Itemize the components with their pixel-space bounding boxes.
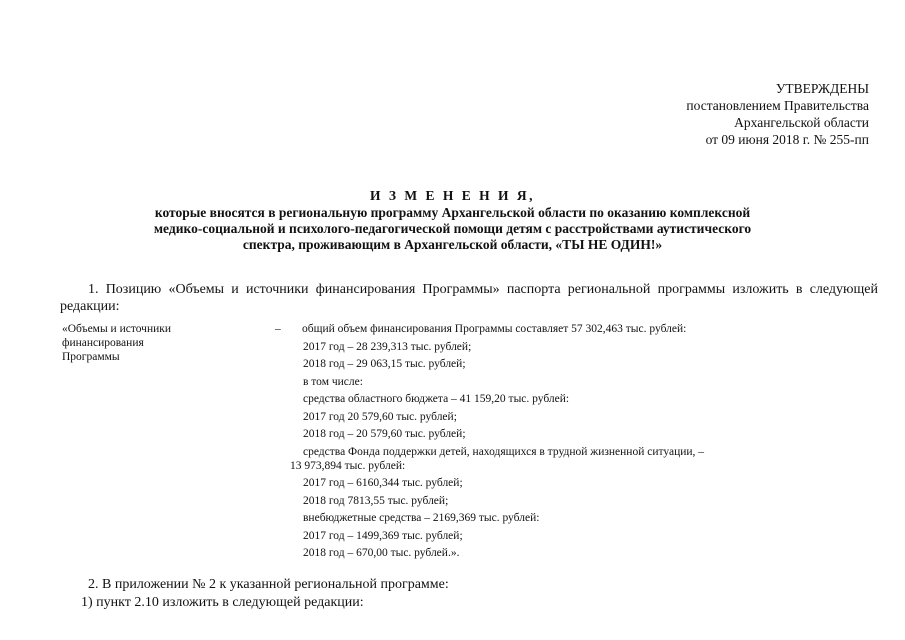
funding-line: 2017 год – 28 239,313 тыс. рублей; bbox=[303, 340, 472, 353]
funding-line: 2017 год 20 579,60 тыс. рублей; bbox=[303, 410, 457, 423]
funding-total-line: общий объем финансирования Программы составляет 57 302,463 тыс. рублей: bbox=[302, 323, 687, 335]
title-heading: И З М Е Н Е Н И Я, bbox=[369, 188, 535, 203]
funding-line: 2018 год 7813,55 тыс. рублей; bbox=[303, 494, 449, 507]
approval-heading: УТВЕРЖДЕНЫ bbox=[775, 81, 869, 96]
funding-line: средства областного бюджета – 41 159,20 тыс. рублей: bbox=[303, 393, 570, 405]
passport-label-line-1: «Объемы и источники bbox=[62, 323, 171, 335]
passport-label-line-2: финансирования bbox=[62, 337, 144, 349]
funding-line: внебюджетные средства – 2169,369 тыс. рублей: bbox=[303, 512, 540, 524]
funding-line: 2017 год – 1499,369 тыс. рублей; bbox=[303, 529, 463, 542]
funding-line: в том числе: bbox=[303, 375, 363, 388]
paragraph-2: 2. В приложении № 2 к указанной региональной программе: bbox=[88, 577, 449, 592]
document-title bbox=[60, 188, 845, 253]
funding-line: 13 973,894 тыс. рублей: bbox=[290, 459, 406, 472]
passport-funding-text bbox=[290, 322, 803, 564]
paragraph-1 bbox=[60, 281, 878, 315]
funding-line: 2018 год – 670,00 тыс. рублей.». bbox=[303, 547, 460, 559]
title-line-1: которые вносятся в региональную программу Архангельской области по оказанию комплексной bbox=[154, 205, 751, 220]
title-line-2: медико-социальной и психолого-педагогической помощи детям с расстройствами аутистического bbox=[153, 221, 752, 236]
funding-line: 2017 год – 6160,344 тыс. рублей; bbox=[303, 477, 463, 489]
title-line-3: спектра, проживающим в Архангельской области, «ТЫ НЕ ОДИН!» bbox=[242, 237, 663, 252]
passport-label-line-3: Программы bbox=[62, 351, 120, 363]
approval-line-date: от 09 июня 2018 г. № 255-пп bbox=[705, 132, 869, 147]
funding-line: 2018 год – 20 579,60 тыс. рублей; bbox=[303, 428, 466, 440]
passport-dash: – bbox=[275, 323, 281, 335]
passport-position-label bbox=[62, 322, 242, 364]
approval-line-region: Архангельской области bbox=[734, 115, 869, 130]
funding-line: 2018 год – 29 063,15 тыс. рублей; bbox=[303, 358, 466, 370]
paragraph-2-subitem-1: 1) пункт 2.10 изложить в следующей редакции: bbox=[81, 595, 364, 610]
paragraph-1-text: 1. Позицию «Объемы и источники финансирования Программы» паспорта региональной программы изложить в следующей редакции: bbox=[60, 282, 878, 314]
approval-stamp bbox=[609, 80, 869, 148]
funding-line: средства Фонда поддержки детей, находящихся в трудной жизненной ситуации, – bbox=[303, 445, 705, 458]
approval-line-decree: постановлением Правительства bbox=[686, 98, 869, 113]
